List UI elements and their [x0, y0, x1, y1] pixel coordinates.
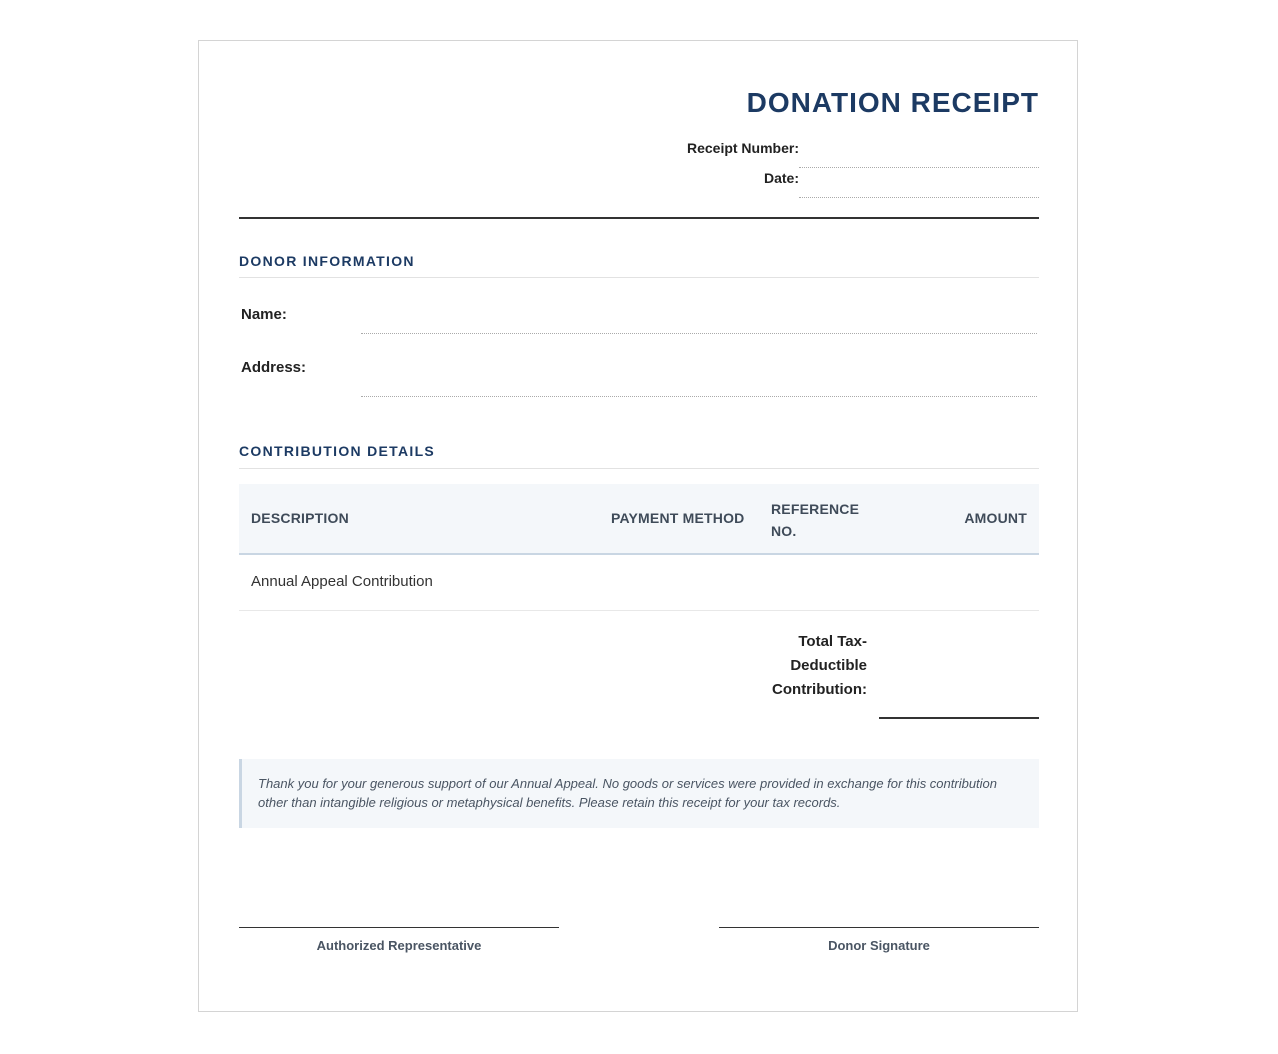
receipt-title: DONATION RECEIPT: [746, 87, 1039, 118]
receipt-number-row: [639, 138, 1039, 168]
representative-signature: [239, 927, 559, 953]
representative-signature-label: Authorized Representative: [316, 938, 482, 953]
name-field[interactable]: [361, 333, 1037, 334]
row-description: Annual Appeal Contribution: [251, 573, 433, 590]
donor-signature-label: Donor Signature: [828, 938, 930, 953]
column-header-payment-method: PAYMENT METHOD: [611, 510, 745, 526]
address-field[interactable]: [361, 396, 1037, 397]
contribution-section-divider: [239, 468, 1039, 469]
date-label: Date:: [763, 170, 799, 186]
donor-section-divider: [239, 277, 1039, 278]
name-label: Name:: [241, 306, 287, 323]
contribution-section-title: CONTRIBUTION DETAILS: [239, 443, 436, 459]
receipt-page: [198, 40, 1078, 1012]
date-row: [639, 168, 1039, 198]
total-label: Total Tax-Deductible Contribution:: [772, 633, 867, 698]
representative-signature-line[interactable]: [239, 927, 559, 928]
column-header-description: DESCRIPTION: [251, 510, 349, 526]
donor-section-title: DONOR INFORMATION: [239, 253, 415, 269]
table-row: [239, 555, 1039, 611]
total-amount-field[interactable]: [879, 717, 1039, 719]
header-divider: [239, 217, 1039, 219]
note-text: Thank you for your generous support of our Annual Appeal. No goods or services were provided in exchange for this contribution other than intangible religious or metaphysical benefits. Please retain this receipt for your tax records.: [258, 776, 998, 810]
contribution-table-header: [239, 484, 1039, 555]
column-header-reference: REFERENCE NO.: [771, 501, 860, 539]
date-field[interactable]: [799, 197, 1039, 198]
donor-signature-line[interactable]: [719, 927, 1039, 928]
receipt-number-label: Receipt Number:: [686, 140, 799, 156]
column-header-amount: AMOUNT: [964, 510, 1027, 526]
thank-you-note: [239, 759, 1039, 828]
donor-signature: [719, 927, 1039, 953]
address-label: Address:: [241, 359, 307, 376]
